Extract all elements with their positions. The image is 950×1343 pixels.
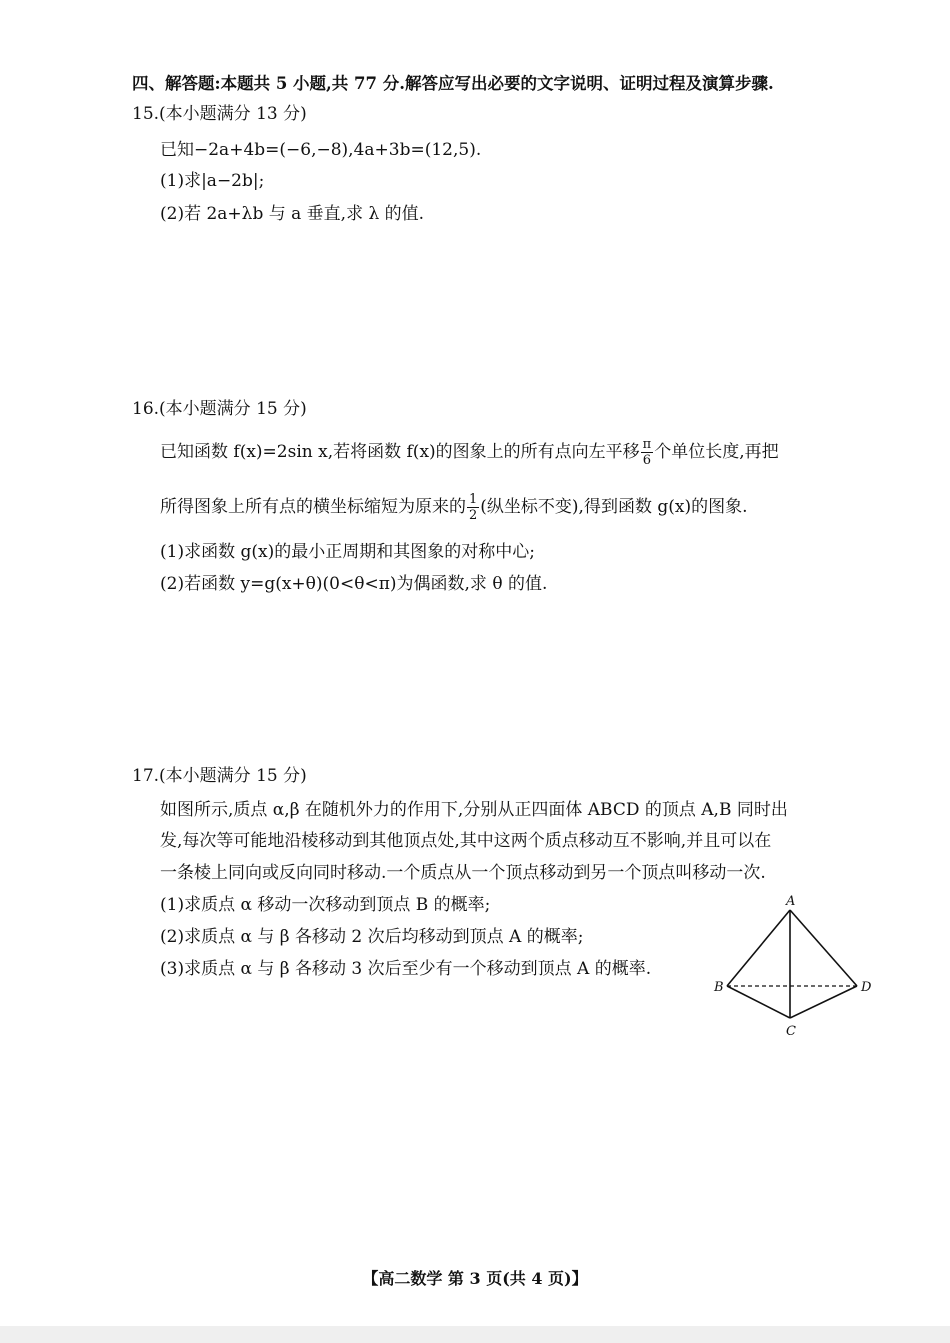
- q16-line1-text-b: 个单位长度,再把: [654, 442, 779, 462]
- q17-part2: (2)求质点 α 与 β 各移动 2 次后均移动到顶点 A 的概率;: [160, 927, 584, 947]
- q15-given: 已知−2a+4b=(−6,−8),4a+3b=(12,5).: [160, 140, 482, 160]
- q15-part2: (2)若 2a+λb 与 a 垂直,求 λ 的值.: [160, 204, 425, 224]
- fraction-denominator: 6: [642, 453, 652, 468]
- q16-shift-fraction: [641, 437, 654, 468]
- fraction-numerator: 1: [469, 492, 478, 507]
- vertex-label-a: A: [786, 894, 796, 909]
- q16-header: 16.(本小题满分 15 分): [132, 399, 307, 419]
- q17-header: 17.(本小题满分 15 分): [132, 766, 307, 786]
- edge-ad: [790, 910, 857, 986]
- fraction-denominator: 2: [469, 508, 478, 523]
- edge-ab: [727, 910, 790, 986]
- q15-header: 15.(本小题满分 13 分): [132, 104, 307, 124]
- vertex-label-b: B: [714, 980, 724, 995]
- q16-line1: [160, 432, 779, 472]
- page-footer: 【高二数学 第 3 页(共 4 页)】: [362, 1269, 588, 1288]
- q17-line2: 发,每次等可能地沿棱移动到其他顶点处,其中这两个质点移动互不影响,并且可以在: [160, 831, 772, 851]
- q17-part1: (1)求质点 α 移动一次移动到顶点 B 的概率;: [160, 895, 491, 915]
- edge-bc: [727, 986, 790, 1018]
- vertex-label-c: C: [786, 1024, 796, 1039]
- q17-line3: 一条棱上同向或反向同时移动.一个质点从一个顶点移动到另一个顶点叫移动一次.: [160, 863, 766, 883]
- q17-line1: 如图所示,质点 α,β 在随机外力的作用下,分别从正四面体 ABCD 的顶点 A,B 同时出: [160, 800, 788, 820]
- q16-part1: (1)求函数 g(x)的最小正周期和其图象的对称中心;: [160, 542, 535, 562]
- scan-bottom-edge: [0, 1326, 950, 1343]
- q16-line2-text-a: 所得图象上所有点的横坐标缩短为原来的: [160, 497, 466, 517]
- edge-cd: [790, 986, 857, 1018]
- fraction-numerator: π: [642, 437, 652, 452]
- q16-line1-text-a: 已知函数 f(x)=2sin x,若将函数 f(x)的图象上的所有点向左平移: [160, 442, 640, 462]
- q15-part1: (1)求|a−2b|;: [160, 171, 265, 191]
- section-heading: 四、解答题:本题共 5 小题,共 77 分.解答应写出必要的文字说明、证明过程及演算步骤.: [132, 74, 774, 93]
- vertex-label-d: D: [861, 980, 872, 995]
- q17-part3: (3)求质点 α 与 β 各移动 3 次后至少有一个移动到顶点 A 的概率.: [160, 959, 652, 979]
- q16-scale-fraction: [467, 492, 479, 523]
- tetrahedron-figure: [705, 890, 885, 1040]
- q16-line2: [160, 487, 748, 527]
- q16-part2: (2)若函数 y=g(x+θ)(0<θ<π)为偶函数,求 θ 的值.: [160, 574, 548, 594]
- q16-line2-text-b: (纵坐标不变),得到函数 g(x)的图象.: [480, 497, 748, 517]
